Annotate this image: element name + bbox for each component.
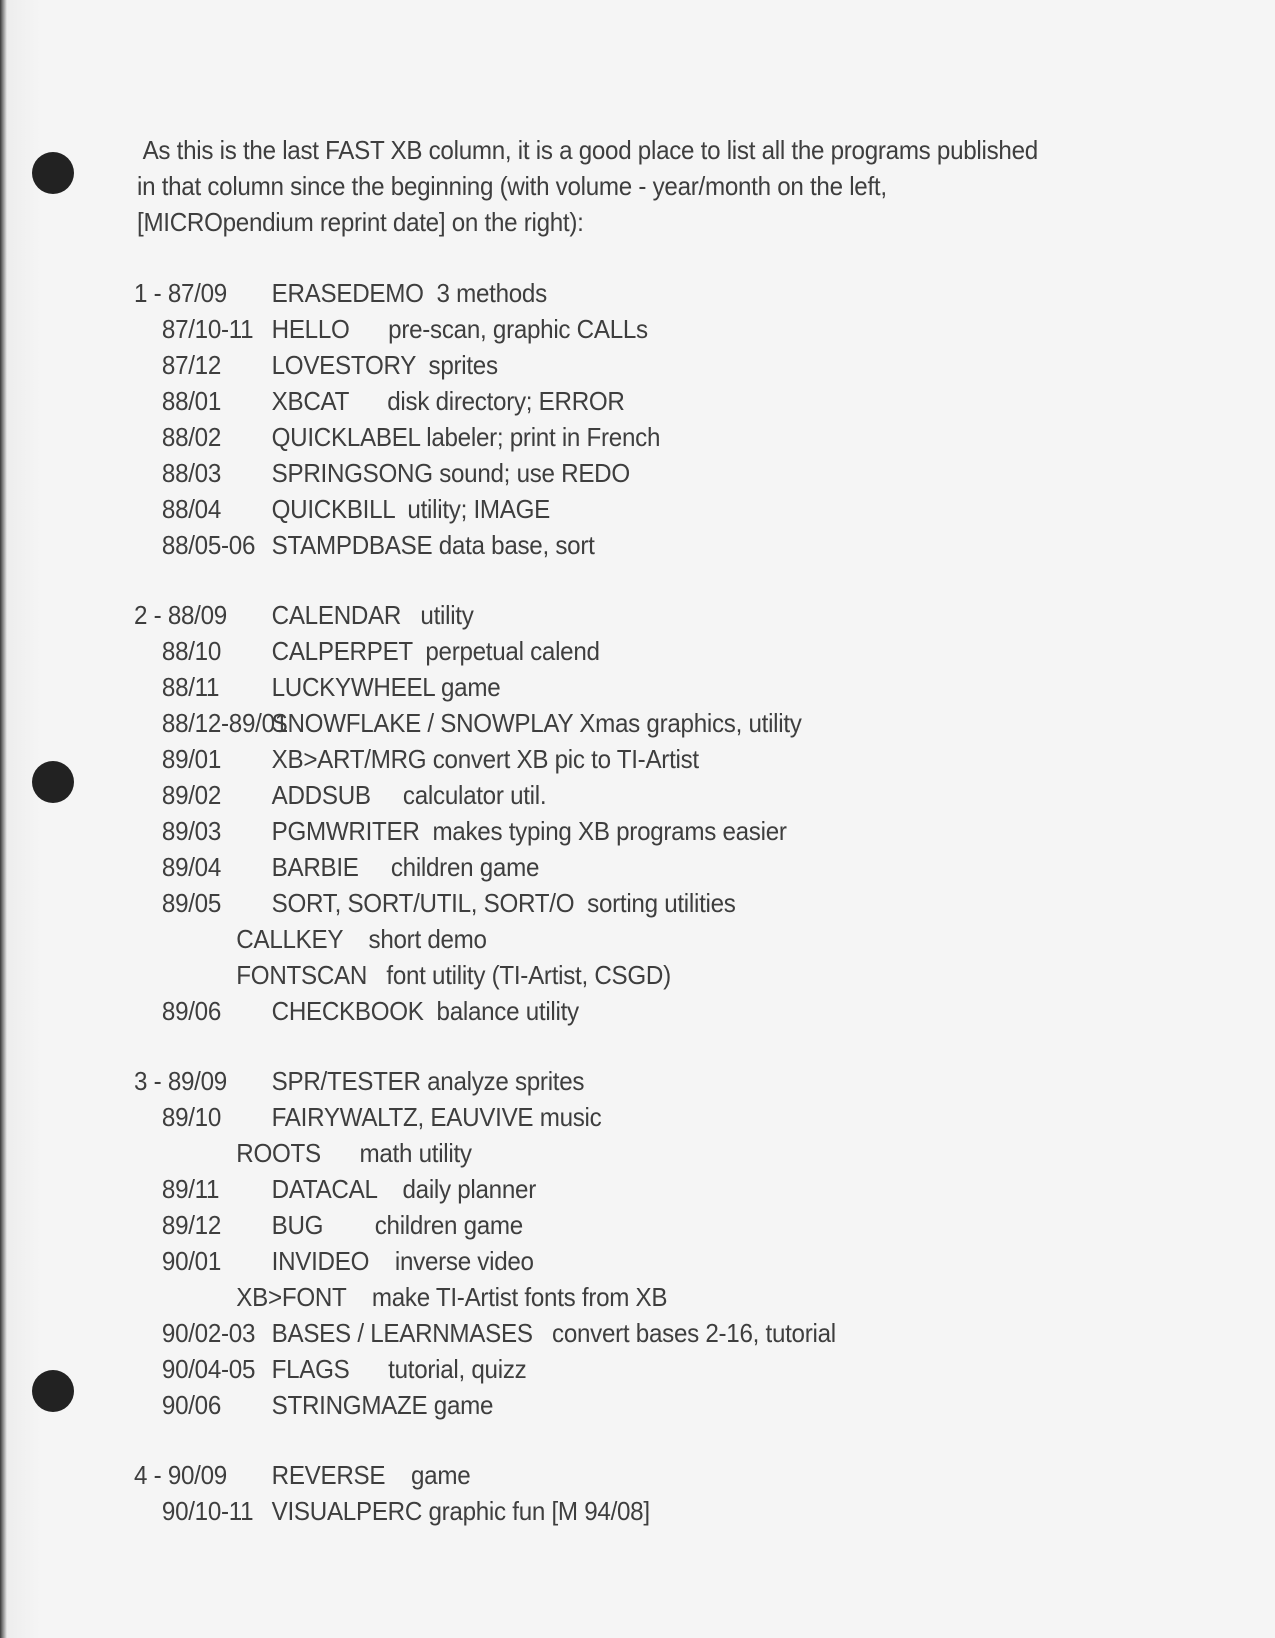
entry-date: 89/10 <box>161 1102 222 1132</box>
entry-date: 89/02 <box>161 780 222 810</box>
entry-date: 87/12 <box>161 350 222 380</box>
entry-text: ADDSUB calculator util. <box>271 780 547 810</box>
entry-date: 3 - 89/09 <box>134 1066 227 1096</box>
entry-text: VISUALPERC graphic fun [M 94/08] <box>271 1496 650 1526</box>
entry-date: 90/06 <box>161 1390 222 1420</box>
entry-text: CALLKEY short demo <box>236 924 487 954</box>
entry-text: DATACAL daily planner <box>271 1174 536 1204</box>
entry-text: SNOWFLAKE / SNOWPLAY Xmas graphics, utility <box>271 708 802 738</box>
entry-text: BASES / LEARNMASES convert bases 2-16, tutorial <box>271 1318 836 1348</box>
entry-date: 2 - 88/09 <box>134 600 227 630</box>
entry-text: CHECKBOOK balance utility <box>271 996 579 1026</box>
entry-date: 87/10-11 <box>161 314 254 344</box>
entry-date: 88/11 <box>161 672 220 702</box>
entry-text: CALENDAR utility <box>271 600 474 630</box>
entry-date: 88/02 <box>161 422 222 452</box>
entry-text: INVIDEO inverse video <box>271 1246 534 1276</box>
entry-text: QUICKBILL utility; IMAGE <box>271 494 550 524</box>
entry-date: 90/10-11 <box>161 1496 254 1526</box>
entry-text: FLAGS tutorial, quizz <box>271 1354 527 1384</box>
entry-date: 88/04 <box>161 494 222 524</box>
entry-text: SPRINGSONG sound; use REDO <box>271 458 630 488</box>
entry-text: LUCKYWHEEL game <box>271 672 501 702</box>
entry-text: PGMWRITER makes typing XB programs easier <box>271 816 787 846</box>
entry-date: 4 - 90/09 <box>134 1460 227 1490</box>
entry-date: 88/01 <box>161 386 222 416</box>
entry-text: QUICKLABEL labeler; print in French <box>271 422 661 452</box>
entry-date: 88/12-89/01 <box>161 708 288 738</box>
intro-line: As this is the last FAST XB column, it is a good place to list all the programs published <box>142 135 1038 165</box>
entry-text: XBCAT disk directory; ERROR <box>271 386 625 416</box>
intro-paragraph <box>137 132 1076 240</box>
entry-date: 89/11 <box>161 1174 220 1204</box>
entry-date: 88/10 <box>161 636 222 666</box>
entry-date: 90/01 <box>161 1246 222 1276</box>
entry-text: BARBIE children game <box>271 852 540 882</box>
entry-date: 89/12 <box>161 1210 222 1240</box>
intro-line: [MICROpendium reprint date] on the right): <box>137 207 584 237</box>
entry-text: REVERSE game <box>271 1460 471 1490</box>
entry-text: ERASEDEMO 3 methods <box>271 278 547 308</box>
entry-text: SPR/TESTER analyze sprites <box>271 1066 585 1096</box>
entry-date: 89/06 <box>161 996 222 1026</box>
entry-text: SORT, SORT/UTIL, SORT/O sorting utilities <box>271 888 736 918</box>
entry-text: XB>ART/MRG convert XB pic to TI-Artist <box>271 744 699 774</box>
entry-text: CALPERPET perpetual calend <box>271 636 600 666</box>
entry-date: 89/01 <box>161 744 222 774</box>
entry-text: STAMPDBASE data base, sort <box>271 530 595 560</box>
entry-date: 89/03 <box>161 816 222 846</box>
entry-text: BUG children game <box>271 1210 523 1240</box>
entry-text: LOVESTORY sprites <box>271 350 498 380</box>
binder-hole <box>32 152 74 194</box>
entry-date: 90/04-05 <box>161 1354 256 1384</box>
entry-date: 88/03 <box>161 458 222 488</box>
entry-date: 88/05-06 <box>161 530 256 560</box>
entry-text: XB>FONT make TI-Artist fonts from XB <box>236 1282 668 1312</box>
entry-date: 90/02-03 <box>161 1318 256 1348</box>
entry-text: FAIRYWALTZ, EAUVIVE music <box>271 1102 602 1132</box>
entry-date: 1 - 87/09 <box>134 278 227 308</box>
entry-text: ROOTS math utility <box>236 1138 472 1168</box>
entry-date: 89/04 <box>161 852 222 882</box>
binder-hole <box>32 761 74 803</box>
entry-text: FONTSCAN font utility (TI-Artist, CSGD) <box>236 960 671 990</box>
intro-line: in that column since the beginning (with volume - year/month on the left, <box>137 171 887 201</box>
entry-text: HELLO pre-scan, graphic CALLs <box>271 314 648 344</box>
entry-text: STRINGMAZE game <box>271 1390 494 1420</box>
binder-hole <box>32 1370 74 1412</box>
entry-date: 89/05 <box>161 888 222 918</box>
